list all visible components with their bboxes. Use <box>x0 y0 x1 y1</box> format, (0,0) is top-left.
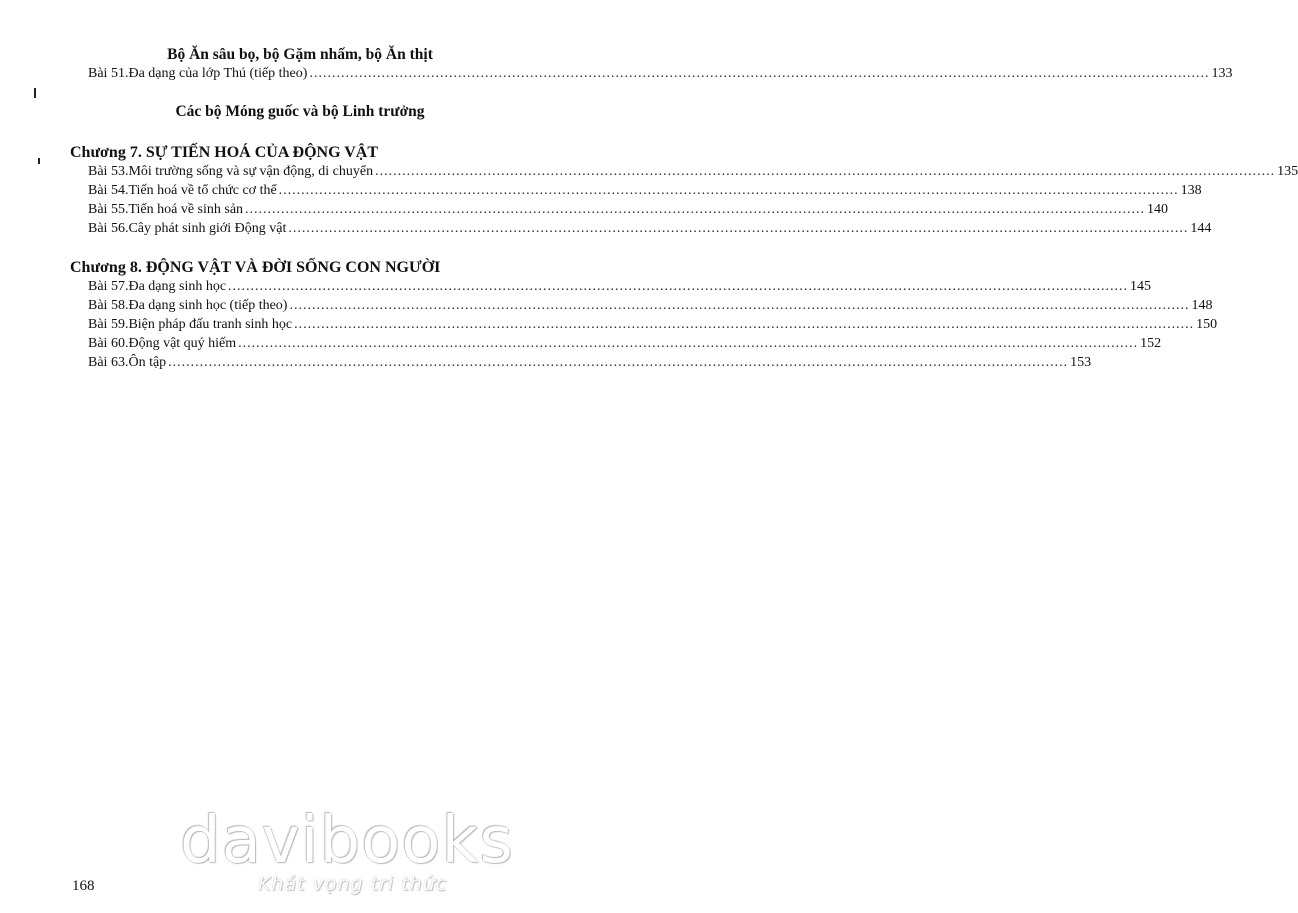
chapter-7-heading: Chương 7. SỰ TIẾN HOÁ CỦA ĐỘNG VẬT <box>70 144 378 161</box>
dot-leader: ........................................................................................................................................................................................................ <box>278 183 1179 198</box>
dot-leader: ........................................................................................................................................................................................................ <box>309 66 1210 81</box>
watermark-brand: davibooks <box>180 804 514 878</box>
toc-entry[interactable] <box>88 334 1162 353</box>
toc-entry[interactable] <box>88 353 1092 372</box>
lesson-title: Tiến hoá về tổ chức cơ thể <box>128 183 277 198</box>
lesson-number: Bài 53. <box>88 164 129 179</box>
dot-leader: ........................................................................................................................................................................................................ <box>375 164 1276 179</box>
lesson-title: Môi trường sống và sự vận động, di chuyển <box>128 164 374 179</box>
lesson-number: Bài 59. <box>88 317 129 332</box>
page-ref: 145 <box>1130 279 1152 294</box>
page-ref: 133 <box>1211 66 1233 81</box>
toc-entry[interactable] <box>88 162 1298 181</box>
watermark-tagline: Khát vọng tri thức <box>258 873 448 895</box>
dot-leader: ........................................................................................................................................................................................................ <box>228 279 1129 294</box>
toc-entry[interactable] <box>88 64 1233 83</box>
chapter-8-heading: Chương 8. ĐỘNG VẬT VÀ ĐỜI SỐNG CON NGƯỜI <box>70 259 441 276</box>
dot-leader: ........................................................................................................................................................................................................ <box>168 355 1069 370</box>
dot-leader: ........................................................................................................................................................................................................ <box>288 221 1189 236</box>
lesson-title: Đa dạng của lớp Thú (tiếp theo) <box>128 66 308 81</box>
lesson-title: Động vật quý hiếm <box>128 336 237 351</box>
lesson-number: Bài 51. <box>88 66 129 81</box>
dot-leader: ........................................................................................................................................................................................................ <box>289 298 1190 313</box>
lesson-title: Biện pháp đấu tranh sinh học <box>128 317 293 332</box>
lesson-title: Đa dạng sinh học <box>128 279 227 294</box>
page-ref: 135 <box>1277 164 1298 179</box>
page-ref: 138 <box>1180 183 1202 198</box>
toc-entry[interactable] <box>88 277 1152 296</box>
dot-leader: ........................................................................................................................................................................................................ <box>245 202 1146 217</box>
toc-entry[interactable] <box>88 181 1202 200</box>
lesson-number: Bài 58. <box>88 298 129 313</box>
page-ref: 144 <box>1190 221 1212 236</box>
page-ref: 148 <box>1191 298 1213 313</box>
lesson-title: Cây phát sinh giới Động vật <box>128 221 287 236</box>
section-heading-ungulates: Các bộ Móng guốc và bộ Linh trưởng <box>175 103 425 120</box>
toc-entry[interactable] <box>88 200 1169 219</box>
page-ref: 153 <box>1070 355 1092 370</box>
section-heading-insectivores: Bộ Ăn sâu bọ, bộ Gặm nhấm, bộ Ăn thịt <box>167 46 433 63</box>
page-ref: 140 <box>1147 202 1169 217</box>
lesson-title: Đa dạng sinh học (tiếp theo) <box>128 298 288 313</box>
lesson-number: Bài 55. <box>88 202 129 217</box>
page-ref: 152 <box>1140 336 1162 351</box>
toc-entry[interactable] <box>88 315 1218 334</box>
lesson-title: Ôn tập <box>128 355 167 370</box>
dot-leader: ........................................................................................................................................................................................................ <box>238 336 1139 351</box>
lesson-number: Bài 63. <box>88 355 129 370</box>
lesson-number: Bài 56. <box>88 221 129 236</box>
toc-entry[interactable] <box>88 296 1213 315</box>
lesson-number: Bài 60. <box>88 336 129 351</box>
scan-mark <box>38 158 40 164</box>
lesson-number: Bài 54. <box>88 183 129 198</box>
toc-entry[interactable] <box>88 219 1212 238</box>
page-ref: 150 <box>1196 317 1218 332</box>
scan-mark <box>34 88 36 98</box>
dot-leader: ........................................................................................................................................................................................................ <box>294 317 1195 332</box>
page-number: 168 <box>72 878 95 894</box>
lesson-number: Bài 57. <box>88 279 129 294</box>
lesson-title: Tiến hoá về sinh sản <box>128 202 244 217</box>
